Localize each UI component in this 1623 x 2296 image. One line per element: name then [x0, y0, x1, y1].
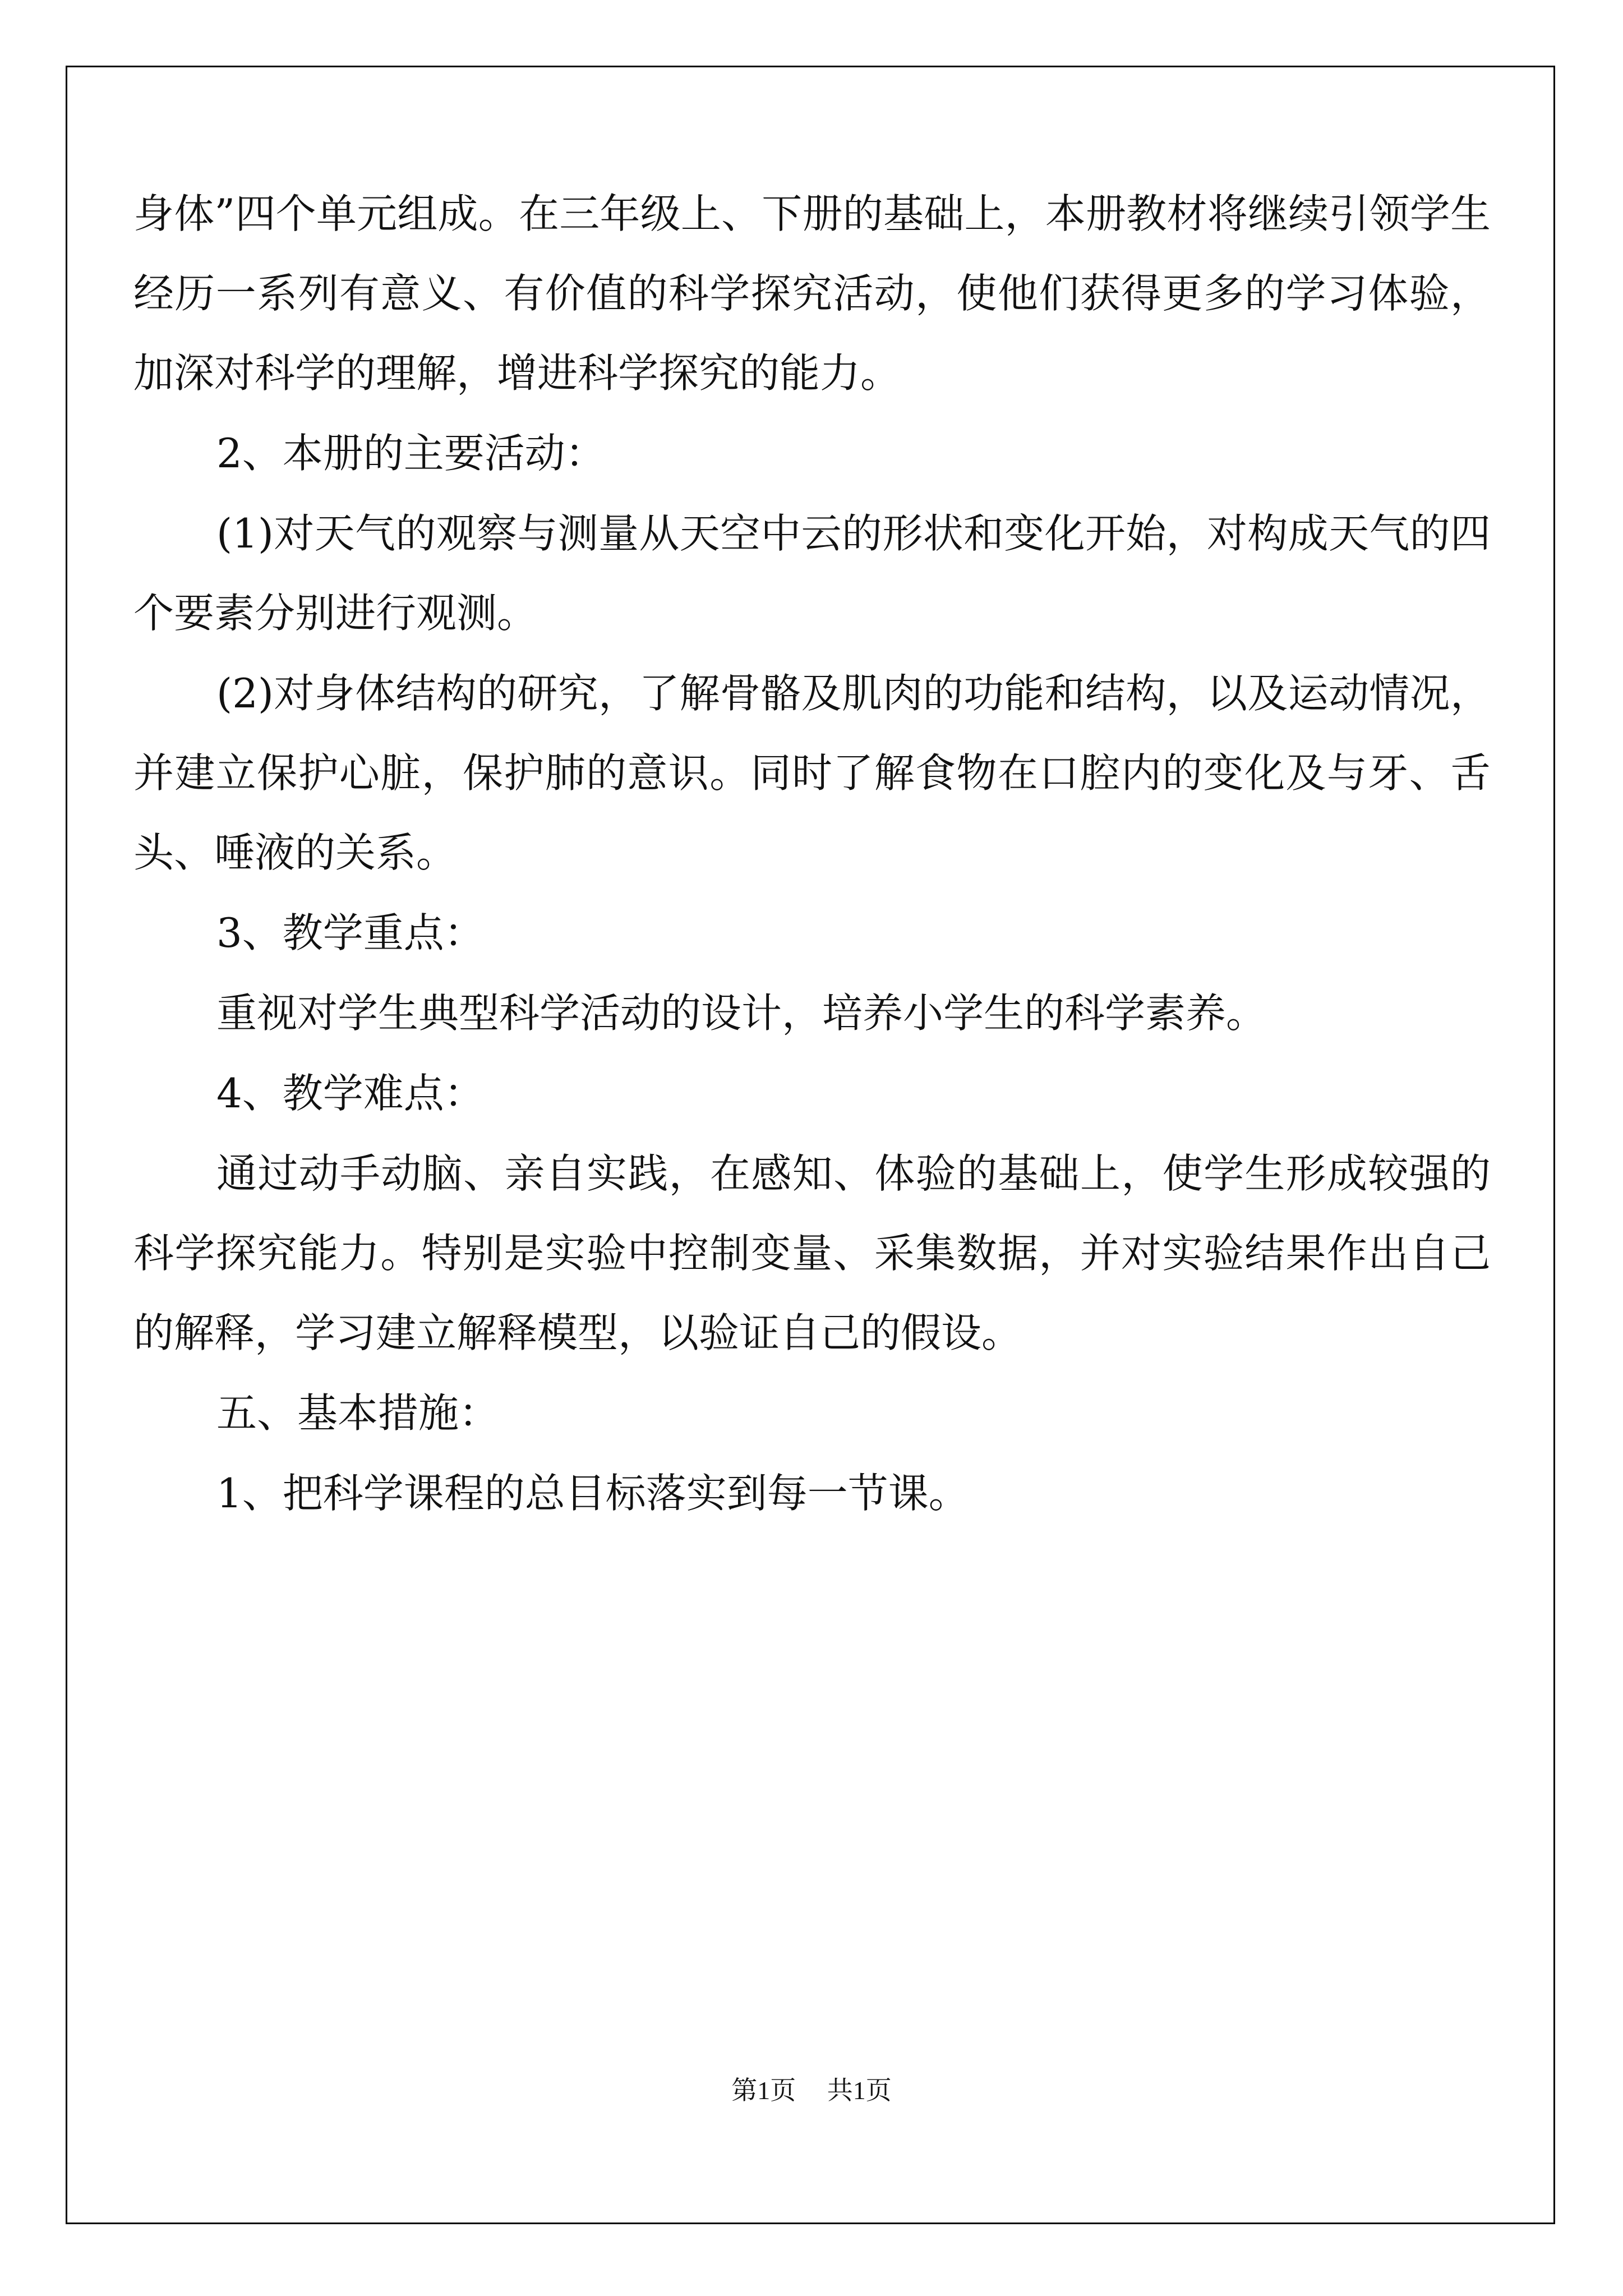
- page-footer: [0, 2070, 1623, 2107]
- paragraph-activity-body: (2)对身体结构的研究，了解骨骼及肌肉的功能和结构，以及运动情况，并建立保护心脏，保护肺的意识。同时了解食物在口腔内的变化及与牙、舌头、唾液的关系。: [133, 670, 1491, 876]
- page-number-current: 第1页: [731, 2076, 796, 2105]
- heading-main-activities: 2、本册的主要活动：: [216, 430, 606, 477]
- paragraph-teaching-focus: 重视对学生典型科学活动的设计，培养小学生的科学素养。: [216, 990, 1267, 1037]
- document-body: [133, 174, 1491, 1534]
- paragraph-activity-weather: (1)对天气的观察与测量从天空中云的形状和变化开始，对构成天气的四个要素分别进行观测。: [133, 510, 1491, 637]
- paragraph-intro: 身体”四个单元组成。在三年级上、下册的基础上，本册教材将继续引领学生经历一系列有意义、有价值的科学探究活动，使他们获得更多的学习体验，加深对科学的理解，增进科学探究的能力。: [133, 190, 1491, 397]
- page-number-total: 共1页: [827, 2076, 892, 2105]
- heading-teaching-difficulty: 4、教学难点：: [216, 1070, 485, 1117]
- paragraph-teaching-difficulty: 通过动手动脑、亲自实践，在感知、体验的基础上，使学生形成较强的科学探究能力。特别是实验中控制变量、采集数据，并对实验结果作出自己的解释，学习建立解释模型，以验证自己的假设。: [133, 1150, 1491, 1356]
- heading-teaching-focus: 3、教学重点：: [216, 909, 485, 956]
- paragraph-measure-1: 1、把科学课程的总目标落实到每一节课。: [216, 1470, 969, 1517]
- heading-basic-measures: 五、基本措施：: [216, 1389, 500, 1437]
